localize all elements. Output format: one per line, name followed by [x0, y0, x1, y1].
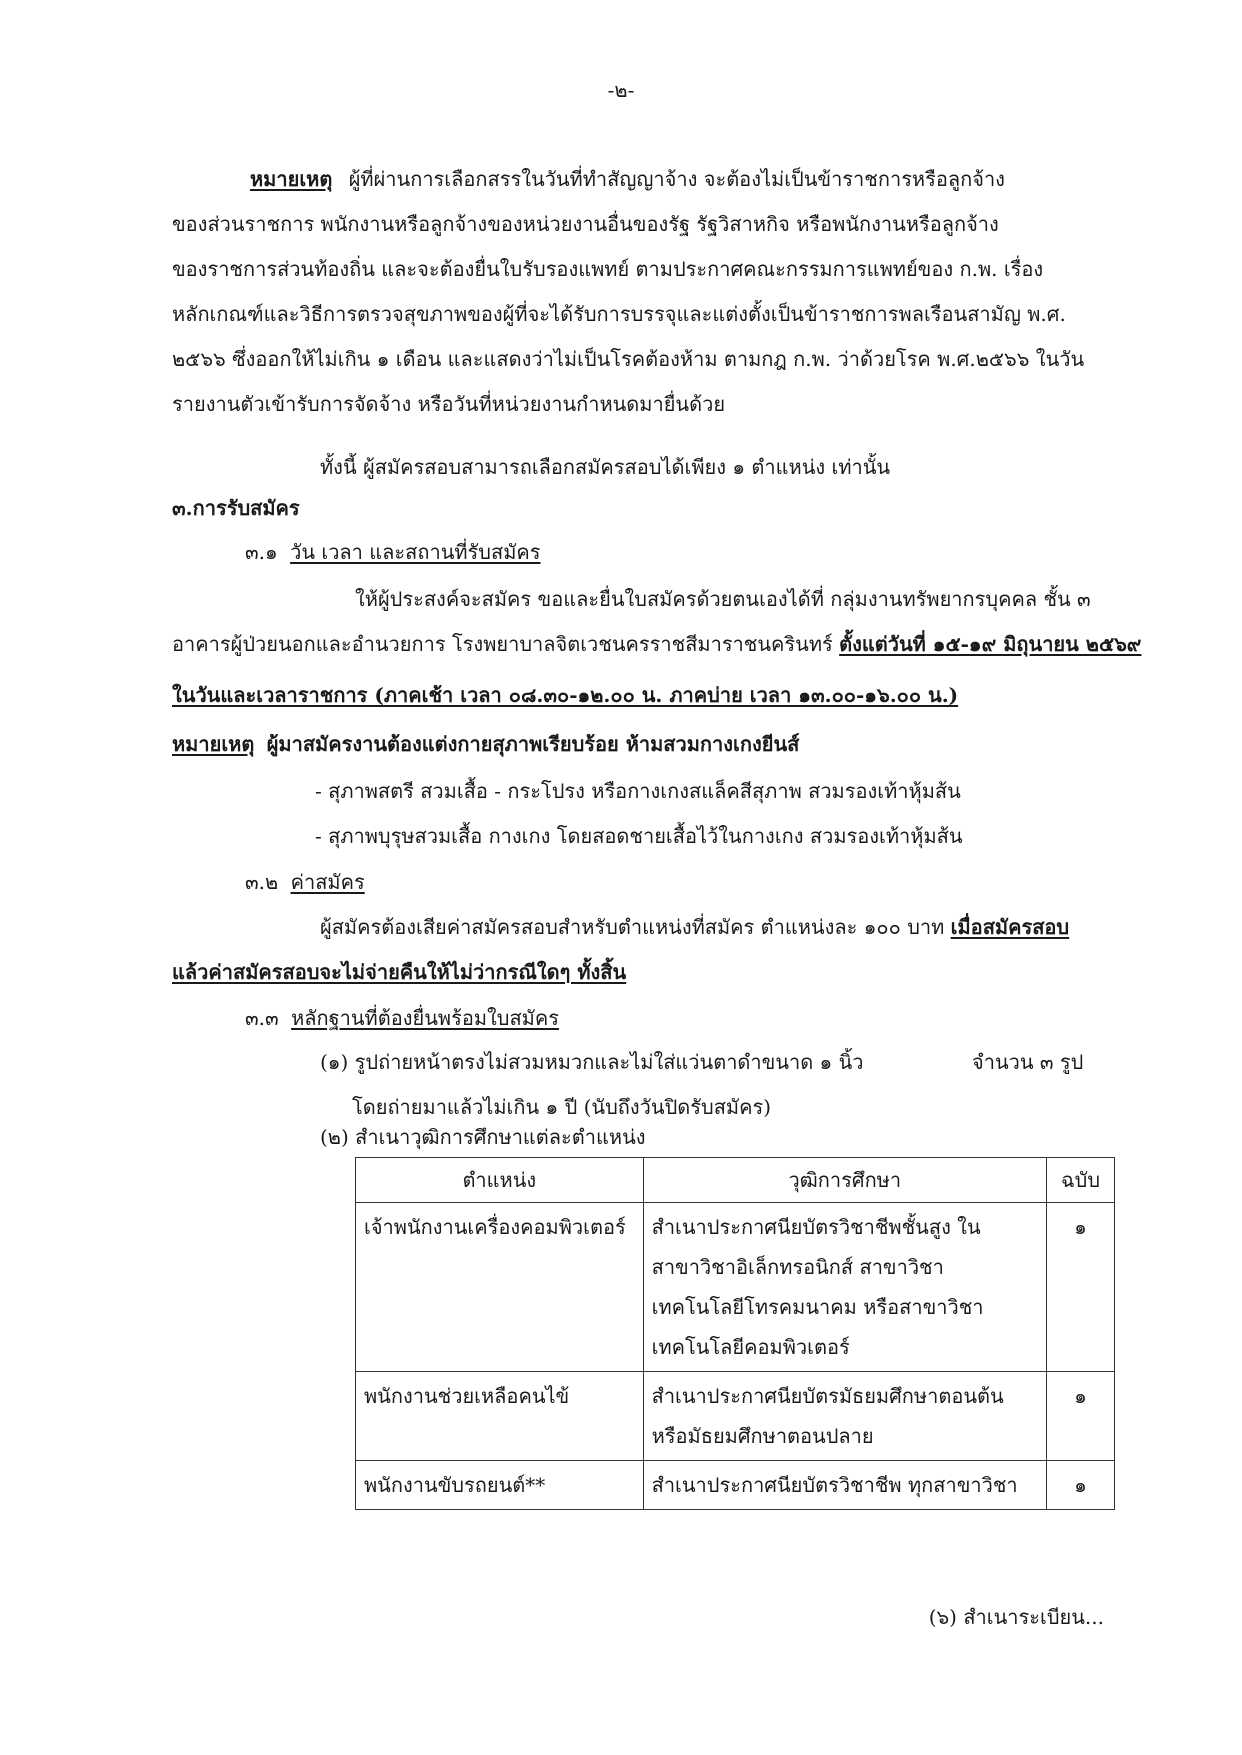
note-label: หมายเหตุ: [250, 167, 333, 191]
section-3-1-line-1: ให้ผู้ประสงค์จะสมัคร ขอและยื่นใบสมัครด้วยตนเองได้ที่ กลุ่มงานทรัพยากรบุคคล ชั้น ๓: [355, 587, 1091, 611]
position-cell: พนักงานช่วยเหลือคนไข้: [356, 1372, 644, 1461]
note1-line-3: ของราชการส่วนท้องถิ่น และจะต้องยื่นใบรับรองแพทย์ ตามประกาศคณะกรรมการแพทย์ของ ก.พ. เรื่อง: [172, 257, 1044, 281]
copies-cell: ๑: [1047, 1461, 1115, 1510]
table-row: [356, 1372, 1115, 1461]
single-position-note: ทั้งนี้ ผู้สมัครสอบสามารถเลือกสมัครสอบได้เพียง ๑ ตำแหน่ง เท่านั้น: [320, 455, 891, 479]
note1-line-5: ๒๕๖๖ ซึ่งออกให้ไม่เกิน ๑ เดือน และแสดงว่าไม่เป็นโรคต้องห้าม ตามกฎ ก.พ. ว่าด้วยโรค พ.ศ.๒๕๖๖ ในวัน: [172, 347, 1085, 371]
table-row: [356, 1203, 1115, 1372]
copies-cell: ๑: [1047, 1203, 1115, 1372]
section-3-2-line-1: ผู้สมัครต้องเสียค่าสมัครสอบสำหรับตำแหน่งที่สมัคร ตำแหน่งละ ๑๐๐ บาท เมื่อสมัครสอบ: [320, 915, 1070, 939]
position-cell: เจ้าพนักงานเครื่องคอมพิวเตอร์: [356, 1203, 644, 1372]
section-3-1-title: วัน เวลา และสถานที่รับสมัคร: [290, 540, 541, 564]
position-cell: พนักงานขับรถยนต์**: [356, 1461, 644, 1510]
document-item-1-line-2: โดยถ่ายมาแล้วไม่เกิน ๑ ปี (นับถึงวันปิดรับสมัคร): [352, 1095, 772, 1119]
section-3-2-title: ค่าสมัคร: [290, 870, 365, 894]
dress-code-men: - สุภาพบุรุษสวมเสื้อ กางเกง โดยสอดชายเสื้อไว้ในกางเกง สวมรองเท้าหุ้มส้น: [315, 824, 963, 848]
application-dates: ตั้งแต่วันที่ ๑๕-๑๙ มิถุนายน ๒๕๖๙: [839, 632, 1142, 656]
section-3-2-line-2: แล้วค่าสมัครสอบจะไม่จ่ายคืนให้ไม่ว่ากรณีใดๆ ทั้งสิ้น: [172, 960, 627, 984]
table-row: [356, 1461, 1115, 1510]
note1-line-4: หลักเกณฑ์และวิธีการตรวจสุขภาพของผู้ที่จะได้รับการบรรจุและแต่งตั้งเป็นข้าราชการพลเรือนสามัญ พ.ศ.: [172, 302, 1066, 326]
note-label: หมายเหตุ: [172, 732, 255, 756]
column-header-copies: ฉบับ: [1047, 1158, 1115, 1203]
section-3-1-line-2: อาคารผู้ป่วยนอกและอำนวยการ โรงพยาบาลจิตเวชนครราชสีมาราชนครินทร์ ตั้งแต่วันที่ ๑๕-๑๙ มิถุนายน ๒๕๖๙: [172, 632, 1142, 656]
column-header-position: ตำแหน่ง: [356, 1158, 644, 1203]
section-3-3-heading: ๓.๓ หลักฐานที่ต้องยื่นพร้อมใบสมัคร: [245, 1006, 559, 1030]
note1-line-2: ของส่วนราชการ พนักงานหรือลูกจ้างของหน่วยงานอื่นของรัฐ รัฐวิสาหกิจ หรือพนักงานหรือลูกจ้าง: [172, 212, 999, 236]
qualification-cell: สำเนาประกาศนียบัตรวิชาชีพชั้นสูง ใน สาขาวิชาอิเล็กทรอนิกส์ สาขาวิชา เทคโนโลยีโทรคมนาคม หรือสาขาวิชา เทคโนโลยีคอมพิวเตอร์: [643, 1203, 1046, 1372]
section-3-3-title: หลักฐานที่ต้องยื่นพร้อมใบสมัคร: [291, 1006, 559, 1030]
document-item-2: (๒) สำเนาวุฒิการศึกษาแต่ละตำแหน่ง: [320, 1125, 646, 1149]
page-number: -๒-: [607, 78, 635, 102]
section-3-1-heading: ๓.๑ วัน เวลา และสถานที่รับสมัคร: [245, 540, 541, 564]
section-3-2-heading: ๓.๒ ค่าสมัคร: [245, 870, 365, 894]
qualification-cell: สำเนาประกาศนียบัตรมัธยมศึกษาตอนต้น หรือมัธยมศึกษาตอนปลาย: [643, 1372, 1046, 1461]
copies-cell: ๑: [1047, 1372, 1115, 1461]
qualification-table: [355, 1157, 1115, 1510]
qualification-cell: สำเนาประกาศนียบัตรวิชาชีพ ทุกสาขาวิชา: [643, 1461, 1046, 1510]
section-3-heading: ๓.การรับสมัคร: [172, 496, 300, 520]
continuation-footer: (๖) สำเนาระเบียน...: [928, 1605, 1104, 1629]
document-item-1-quantity: จำนวน ๓ รูป: [972, 1050, 1084, 1074]
dress-code-women: - สุภาพสตรี สวมเสื้อ - กระโปรง หรือกางเกงสแล็คสีสุภาพ สวมรองเท้าหุ้มส้น: [315, 779, 961, 803]
column-header-qualification: วุฒิการศึกษา: [643, 1158, 1046, 1203]
section-3-1-line-3: ในวันและเวลาราชการ (ภาคเช้า เวลา ๐๘.๓๐-๑๒.๐๐ น. ภาคบ่าย เวลา ๑๓.๐๐-๑๖.๐๐ น.): [172, 683, 959, 707]
table-header-row: [356, 1158, 1115, 1203]
note2-line: หมายเหตุ ผู้มาสมัครงานต้องแต่งกายสุภาพเรียบร้อย ห้ามสวมกางเกงยีนส์: [172, 732, 800, 756]
note1-line-1: หมายเหตุ ผู้ที่ผ่านการเลือกสรรในวันที่ทำสัญญาจ้าง จะต้องไม่เป็นข้าราชการหรือลูกจ้าง: [250, 167, 1005, 191]
note1-line-6: รายงานตัวเข้ารับการจัดจ้าง หรือวันที่หน่วยงานกำหนดมายื่นด้วย: [172, 392, 726, 416]
document-item-1-line-1: (๑) รูปถ่ายหน้าตรงไม่สวมหมวกและไม่ใส่แว่นตาดำขนาด ๑ นิ้ว: [320, 1050, 864, 1074]
